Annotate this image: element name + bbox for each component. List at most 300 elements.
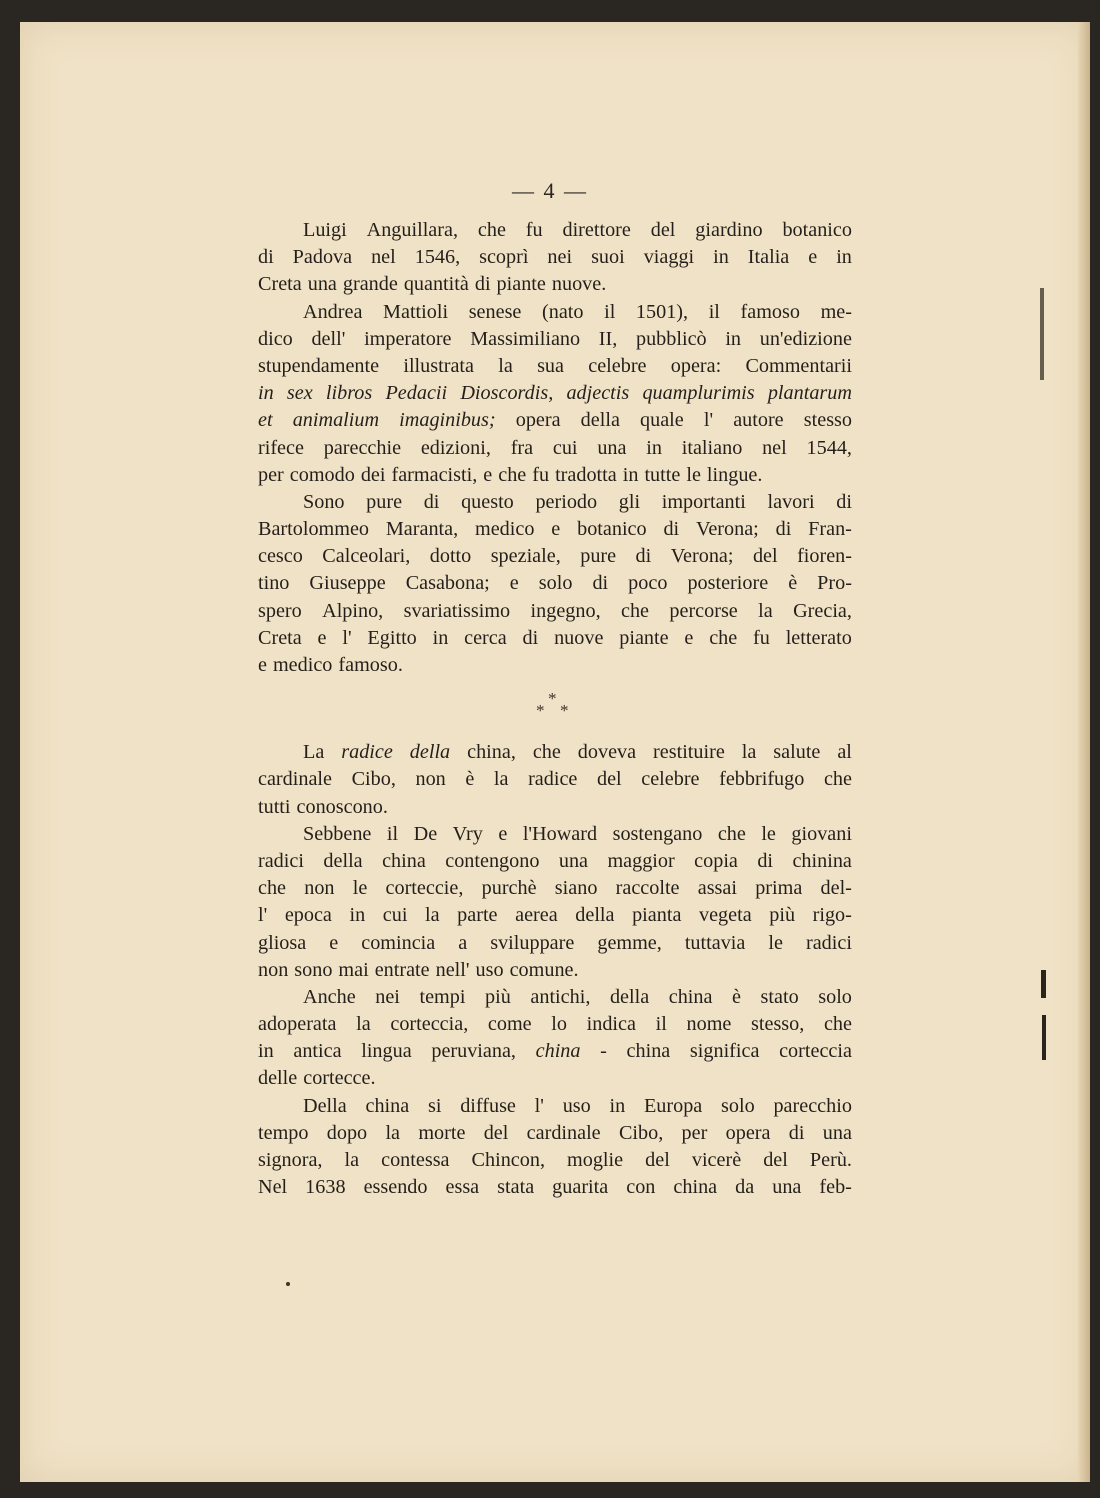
word: edizioni, [420,436,491,459]
word: di [757,849,774,872]
word: di [775,518,792,541]
word: che [709,626,738,649]
word: Egitto [367,626,417,649]
word: Grecia, [793,599,852,622]
word: moglie [567,1149,624,1171]
word: il [708,300,720,323]
asterisk: * [548,689,557,709]
word: che [823,1013,852,1036]
asterisk: * [536,701,545,721]
word: assai [697,877,737,900]
word: significa [689,1040,760,1063]
word: autore [733,409,784,432]
text-line [258,821,852,848]
word: chinina [792,849,852,872]
word: sviluppare [490,931,575,954]
word: Casabona; [405,572,490,595]
word: di [258,246,274,269]
word: lingua [361,1040,412,1063]
word: di [788,1121,805,1144]
word: pure [580,545,617,568]
word: stesso [803,409,852,432]
word: parecchie [323,436,402,459]
word: fioren- [797,545,852,568]
word: questo [461,490,514,513]
word: in [349,904,366,927]
word: più [769,904,796,927]
word: famoso. [338,654,403,676]
word: le [686,463,701,486]
word: (nato [542,300,584,323]
word: il [655,1013,667,1036]
word: svariatissimo [403,599,511,622]
word: 1638 [305,1176,346,1199]
word: Verona; [696,518,759,541]
word: pubblicò [635,327,707,350]
margin-mark [1042,1015,1046,1060]
word: a [458,931,468,954]
word: opera [725,1121,771,1144]
text-line [258,957,852,984]
word: stupendamente [258,354,380,377]
text-line [258,930,852,957]
word: Cibo, [351,768,396,791]
word: piante [496,273,546,296]
word: della [575,904,615,927]
word: radici [805,931,852,954]
word: Andrea [303,300,363,323]
word: stato [760,985,799,1008]
word: feb- [819,1176,852,1199]
text-line [258,271,852,298]
word: comincia [361,931,436,954]
word: dell' [311,327,346,350]
word: si [427,1094,442,1117]
word: ingegno, [530,599,601,622]
word: tempi [419,985,466,1008]
word: Commentarii [745,354,852,377]
word: solo [721,1094,755,1117]
word: viaggi [643,246,695,269]
word: morte [418,1121,466,1144]
page-edge [1078,22,1090,1482]
word: posteriore [687,572,769,595]
word: senese [468,300,522,323]
word: La [303,741,325,764]
word: Pro- [817,572,852,595]
word: grande [342,273,398,296]
word: del- [820,877,852,900]
word: aerea [515,904,558,927]
word: Calceolari, [322,545,411,568]
word: spero [258,599,302,622]
word: una [772,1176,802,1199]
word: solo [538,572,573,595]
word: in [713,246,729,269]
word: Creta [258,626,302,649]
word: medico [272,654,333,676]
text-line [258,407,852,434]
text-line [258,902,852,929]
text-line [258,380,852,407]
word: comodo [289,463,355,486]
word: guarita [552,1176,609,1199]
word: cui [552,436,578,459]
section-separator [258,679,852,739]
word: una [822,1121,852,1144]
word: Maranta, [385,518,459,541]
word: l' [534,1094,544,1117]
text-line [258,543,852,570]
word: peruviana, [431,1040,516,1063]
word: in [622,463,639,486]
word: nei [547,246,573,269]
word: sex [286,382,313,405]
word: nei [375,985,400,1008]
word: piante [619,626,669,649]
word: opera [515,409,561,432]
word: in [836,246,852,269]
word: illustrata [403,354,474,377]
word: un'edizione [759,327,852,350]
word: di [474,273,491,296]
word: fu [525,219,543,241]
word: per [258,463,284,486]
word: di [522,626,539,649]
word: poco [628,572,668,595]
word: la [498,354,513,377]
word: di [635,545,652,568]
word: stata [497,1176,535,1199]
word: in [432,626,449,649]
word: del [752,545,778,568]
word: e [258,654,267,676]
word: china, [467,741,516,764]
word: entrate [374,958,430,981]
word: in [258,1040,274,1063]
word: lo [551,1013,567,1036]
word: tutte [644,463,681,486]
word: della [409,741,451,764]
word: tutti [258,795,291,818]
word: lingue. [706,463,763,486]
word: giardino [695,219,763,241]
word: epoca [284,904,332,927]
word: e [684,626,694,649]
word: parte [457,904,498,927]
word: china [673,1176,718,1199]
word: quale [640,409,684,432]
word: Europa [643,1094,703,1117]
word: una [307,273,337,296]
word: purchè [481,877,537,900]
word: radice [528,768,578,791]
asterisk: * [560,701,569,721]
word: celebre [588,354,647,377]
word: suoi [591,246,625,269]
word: il [386,822,399,845]
word: De [413,822,438,845]
text-line [258,1147,852,1174]
word: Cibo, [618,1121,664,1144]
word: fu [753,626,770,649]
word: 1544, [806,436,852,459]
text-line [258,217,852,244]
word: la [758,599,773,622]
word: china [626,1040,671,1063]
word: radice [341,741,393,764]
word: essa [445,1176,480,1199]
word: come [487,1013,532,1036]
word: mai [338,958,369,981]
text-line [258,1120,852,1147]
word: imaginibus; [399,409,496,432]
word: vicerè [691,1149,742,1171]
word: nel [371,246,396,269]
word: che [477,219,506,241]
text-line [258,435,852,462]
word: gliosa [258,931,307,954]
word: del [645,1149,670,1171]
word: dei [360,463,386,486]
word: contessa [381,1149,450,1171]
word: uso [562,1094,591,1117]
word: nel [762,436,787,459]
page-number: — 4 — [512,178,588,203]
word: le [768,931,783,954]
word: adjectis [566,382,630,405]
text-line [258,875,852,902]
word: botanico [782,219,852,241]
word: salute [773,741,821,764]
word: periodo [535,490,598,513]
word: febbrifugo [719,768,805,791]
word: una [558,849,589,872]
word: china [668,985,713,1008]
word: Alpino, [322,599,384,622]
word: rifece [258,436,304,459]
word: la [425,904,440,927]
word: Italia [747,246,790,269]
word: tempo [258,1121,309,1144]
text-line [258,1065,852,1092]
word: che [621,599,650,622]
word: la [344,1149,360,1171]
word: Pedacii [385,382,448,405]
word: di [663,518,680,541]
word: direttore [562,219,631,241]
word: Massimiliano [470,327,581,350]
word: l' [703,409,714,432]
word: da [735,1176,755,1199]
text-line [258,625,852,652]
word: me- [820,300,852,323]
word: Della [303,1094,347,1117]
word: è [732,985,741,1008]
word: gli [618,490,641,513]
word: II, [598,327,618,350]
word: gemme, [597,931,662,954]
text-line [258,1038,852,1065]
word: in [725,327,742,350]
word: il [604,300,616,323]
word: del [596,768,622,791]
word: la [356,1013,371,1036]
word: quamplurimis [642,382,755,405]
word: 1546, [414,246,461,269]
text-line [258,516,852,543]
word: tino [258,572,290,595]
word: restituire [653,741,725,764]
word: china [535,1040,581,1063]
word: cardinale [526,1121,601,1144]
word: non [258,958,289,981]
text-line [258,462,852,489]
word: essendo [363,1176,428,1199]
word: corteccia, [390,1013,469,1036]
word: è [465,768,475,791]
word: le [352,877,368,900]
word: diffuse [460,1094,516,1117]
word: imperatore [364,327,452,350]
word: italiano [681,436,743,459]
word: et [258,409,273,432]
word: Anguillara, [366,219,459,241]
word: comune. [509,958,579,981]
word: medico [475,518,535,541]
text-line [258,848,852,875]
word: in [646,436,662,459]
word: conoscono. [296,795,388,818]
word: quantità [403,273,469,296]
word: speziale, [490,545,561,568]
text-line [258,652,852,679]
word: e [317,626,327,649]
margin-mark [1040,288,1044,380]
word: sono [294,958,333,981]
word: pure [366,490,403,513]
word: radici [258,849,304,872]
text-line [258,326,852,353]
word: l' [258,904,268,927]
word: della [609,985,650,1008]
word: in [609,1094,626,1117]
word: antica [293,1040,342,1063]
text-line [258,570,852,597]
word: plantarum [767,382,852,405]
word: scoprì [479,246,529,269]
word: uso [475,958,504,981]
word: di [836,490,852,513]
word: del [483,1121,509,1144]
word: del [763,1149,788,1171]
ink-dot [286,1282,290,1286]
word: Mattioli [383,300,449,323]
word: 1501), [635,300,689,323]
word: è [788,572,798,595]
word: Perù. [809,1149,852,1171]
word: libros [325,382,373,405]
word: la [493,768,509,791]
word: cortecce. [303,1067,376,1090]
word: sua [537,354,564,377]
word: dopo [326,1121,368,1144]
word: fu [532,463,550,486]
word: l' [342,626,352,649]
text-line [258,739,852,766]
word: parecchio [773,1094,852,1117]
word: più [485,985,511,1008]
word: siano [554,877,598,900]
word: - [600,1040,607,1063]
word: corteccia [779,1040,852,1063]
word: per [681,1121,708,1144]
word: rigo- [812,904,852,927]
word: la [741,741,757,764]
word: di [592,572,609,595]
word: la [385,1121,401,1144]
text-line [258,353,852,380]
word: farmacisti, [391,463,478,486]
word: Sebbene [303,822,372,845]
word: e [509,572,519,595]
word: sostengano [612,822,703,845]
word: con [626,1176,656,1199]
word: Verona; [670,545,734,568]
word: della [323,849,363,872]
word: Padova [292,246,353,269]
word: Giuseppe [309,572,386,595]
text-line [258,299,852,326]
text-line [258,598,852,625]
word: botanico [577,518,647,541]
word: non [415,768,446,791]
word: Anche [303,985,356,1008]
word: contengono [445,849,540,872]
word: Creta [258,273,302,296]
word: cerca [464,626,507,649]
word: dotto [429,545,472,568]
word: animalium [292,409,380,432]
text-line [258,984,852,1011]
word: del [650,219,676,241]
word: non [304,877,335,900]
word: l'Howard [522,822,598,845]
word: doveva [577,741,637,764]
word: e [329,931,339,954]
word: antichi, [530,985,591,1008]
body-text [258,217,852,1201]
word: che [823,768,852,791]
word: famoso [740,300,800,323]
word: Vry [452,822,483,845]
word: vegeta [698,904,752,927]
word: lavori [767,490,815,513]
word: nell' [435,958,470,981]
word: e [808,246,818,269]
word: Luigi [303,219,347,241]
word: delle [258,1067,298,1090]
word: in [258,382,274,405]
word: Bartolommeo [258,518,370,541]
word: nuove. [551,273,607,296]
word: stesso, [751,1013,805,1036]
word: celebre [641,768,700,791]
word: di [423,490,440,513]
text-line [258,244,852,271]
word: china [382,849,426,872]
word: Fran- [808,518,852,541]
